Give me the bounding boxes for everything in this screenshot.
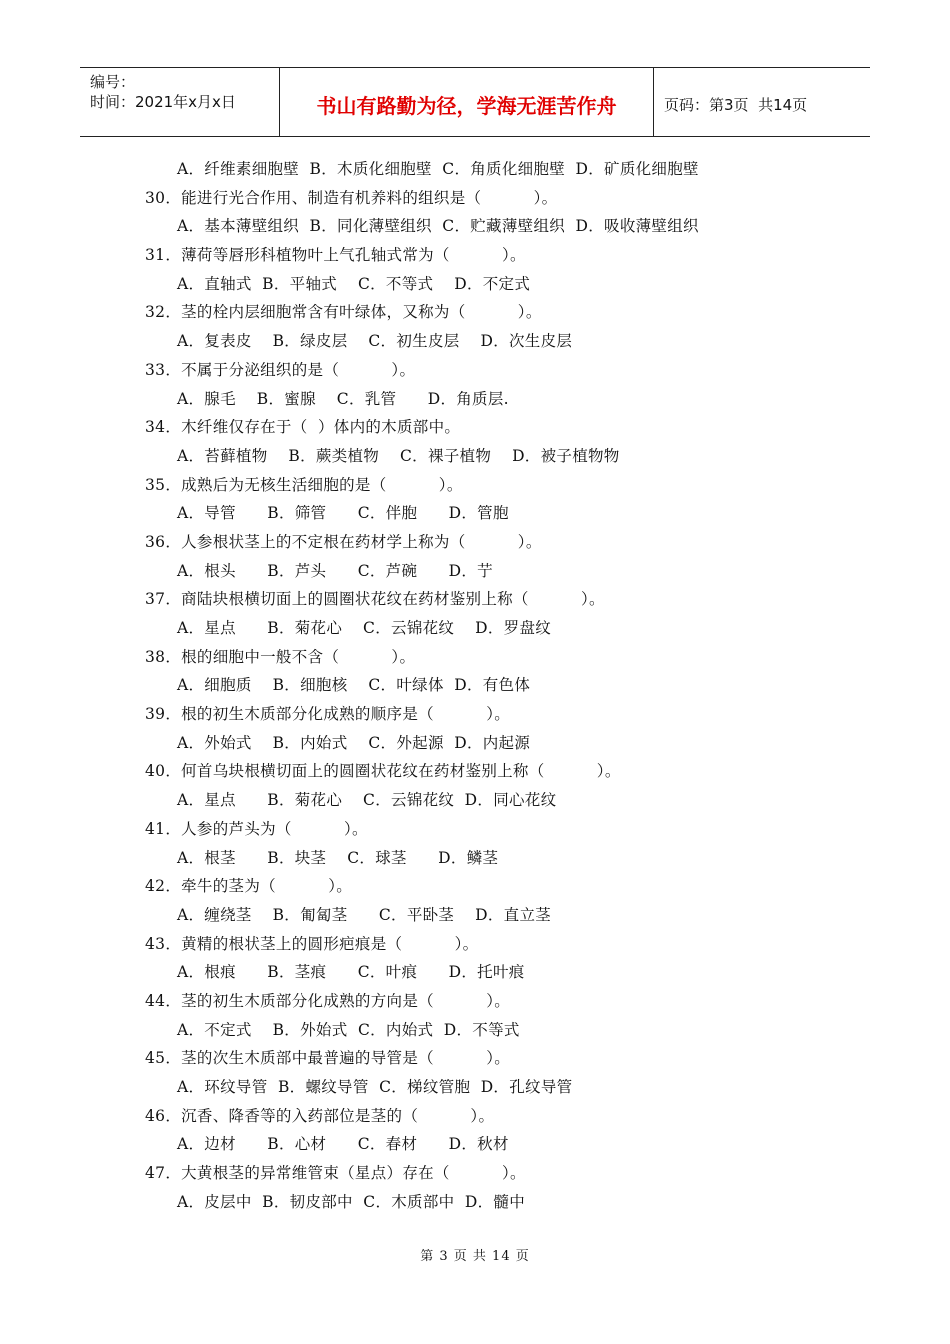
question-text: 47．大黄根茎的异常维管束（星点）存在（ ）。 xyxy=(145,1164,526,1183)
question-text: 44．茎的初生木质部分化成熟的方向是（ ）。 xyxy=(145,991,511,1010)
answer-options: A．腺毛 B．蜜腺 C．乳管 D．角质层. xyxy=(177,389,509,408)
answer-options: A．苔藓植物 B．蕨类植物 C．裸子植物 D．被子植物物 xyxy=(177,446,620,465)
question-text: 45．茎的次生木质部中最普遍的导管是（ ）。 xyxy=(145,1049,511,1068)
question-text: 35．成熟后为无核生活细胞的是（ ）。 xyxy=(145,475,463,494)
question-text: 43．黄精的根状茎上的圆形疤痕是（ ）。 xyxy=(145,934,479,953)
header-page-label: 页码：第3页 共14页 xyxy=(664,95,808,114)
answer-options: A．缠绕茎 B．匍匐茎 C．平卧茎 D．直立茎 xyxy=(177,905,552,924)
question-text: 32．茎的栓内层细胞常含有叶绿体，又称为（ ）。 xyxy=(145,303,542,322)
answer-options: A．复表皮 B．绿皮层 C．初生皮层 D．次生皮层 xyxy=(177,332,573,351)
page-header xyxy=(80,67,870,137)
answer-options: A．星点 B．菊花心 C．云锦花纹 D．同心花纹 xyxy=(177,791,557,810)
page-footer: 第 3 页 共 14 页 xyxy=(420,1249,530,1264)
answer-options: A．皮层中 B．韧皮部中 C．木质部中 D．髓中 xyxy=(177,1192,526,1211)
answer-options: A．基本薄壁组织 B．同化薄壁组织 C．贮藏薄壁组织 D．吸收薄壁组织 xyxy=(177,217,699,236)
document-number-label: 编号： xyxy=(90,73,136,91)
question-text: 38．根的细胞中一般不含（ ）。 xyxy=(145,647,416,666)
answer-options: A．外始式 B．内始式 C．外起源 D．内起源 xyxy=(177,733,531,752)
answer-options: A．根头 B．芦头 C．芦碗 D．艼 xyxy=(177,561,493,580)
question-text: 37．商陆块根横切面上的圆圈状花纹在药材鉴别上称（ ）。 xyxy=(145,590,605,609)
answer-options: A．纤维素细胞壁 B．木质化细胞壁 C．角质化细胞壁 D．矿质化细胞壁 xyxy=(177,160,699,178)
question-text: 36．人参根状茎上的不定根在药材学上称为（ ）。 xyxy=(145,532,542,551)
header-page-info xyxy=(654,68,870,136)
question-text: 33．不属于分泌组织的是（ ）。 xyxy=(145,360,416,379)
question-text: 34．木纤维仅存在于（ ）体内的木质部中。 xyxy=(145,418,461,437)
question-text: 31．薄荷等唇形科植物叶上气孔轴式常为（ ）。 xyxy=(145,246,526,265)
answer-options: A．不定式 B．外始式 C．内始式 D．不等式 xyxy=(177,1020,520,1039)
header-meta xyxy=(80,68,280,136)
question-text: 39．根的初生木质部分化成熟的顺序是（ ）。 xyxy=(145,705,511,724)
question-text: 42．牵牛的茎为（ ）。 xyxy=(145,877,353,896)
answer-options: A．直轴式 B．平轴式 C．不等式 D．不定式 xyxy=(177,274,531,293)
answer-options: A．根痕 B．茎痕 C．叶痕 D．托叶痕 xyxy=(177,963,525,982)
answer-options: A．根茎 B．块茎 C．球茎 D．鳞茎 xyxy=(177,848,499,867)
question-text: 46．沉香、降香等的入药部位是茎的（ ）。 xyxy=(145,1106,495,1125)
answer-options: A．导管 B．筛管 C．伴胞 D．管胞 xyxy=(177,504,509,523)
question-text: 40．何首乌块根横切面上的圆圈状花纹在药材鉴别上称（ ）。 xyxy=(145,762,621,781)
question-text: 41．人参的芦头为（ ）。 xyxy=(145,819,368,838)
answer-options: A．边材 B．心材 C．春材 D．秋材 xyxy=(177,1135,509,1154)
answer-options: A．细胞质 B．细胞核 C．叶绿体 D．有色体 xyxy=(177,676,531,695)
document-time-label: 时间：2021年x月x日 xyxy=(90,93,236,111)
answer-options: A．星点 B．菊花心 C．云锦花纹 D．罗盘纹 xyxy=(177,619,552,637)
question-text: 30．能进行光合作用、制造有机养料的组织是（ ）。 xyxy=(145,188,558,207)
question-list xyxy=(145,155,875,1216)
answer-options: A．环纹导管 B．螺纹导管 C．梯纹管胞 D．孔纹导管 xyxy=(177,1078,573,1096)
header-motto: 书山有路勤为径，学海无涯苦作舟 xyxy=(280,68,654,136)
